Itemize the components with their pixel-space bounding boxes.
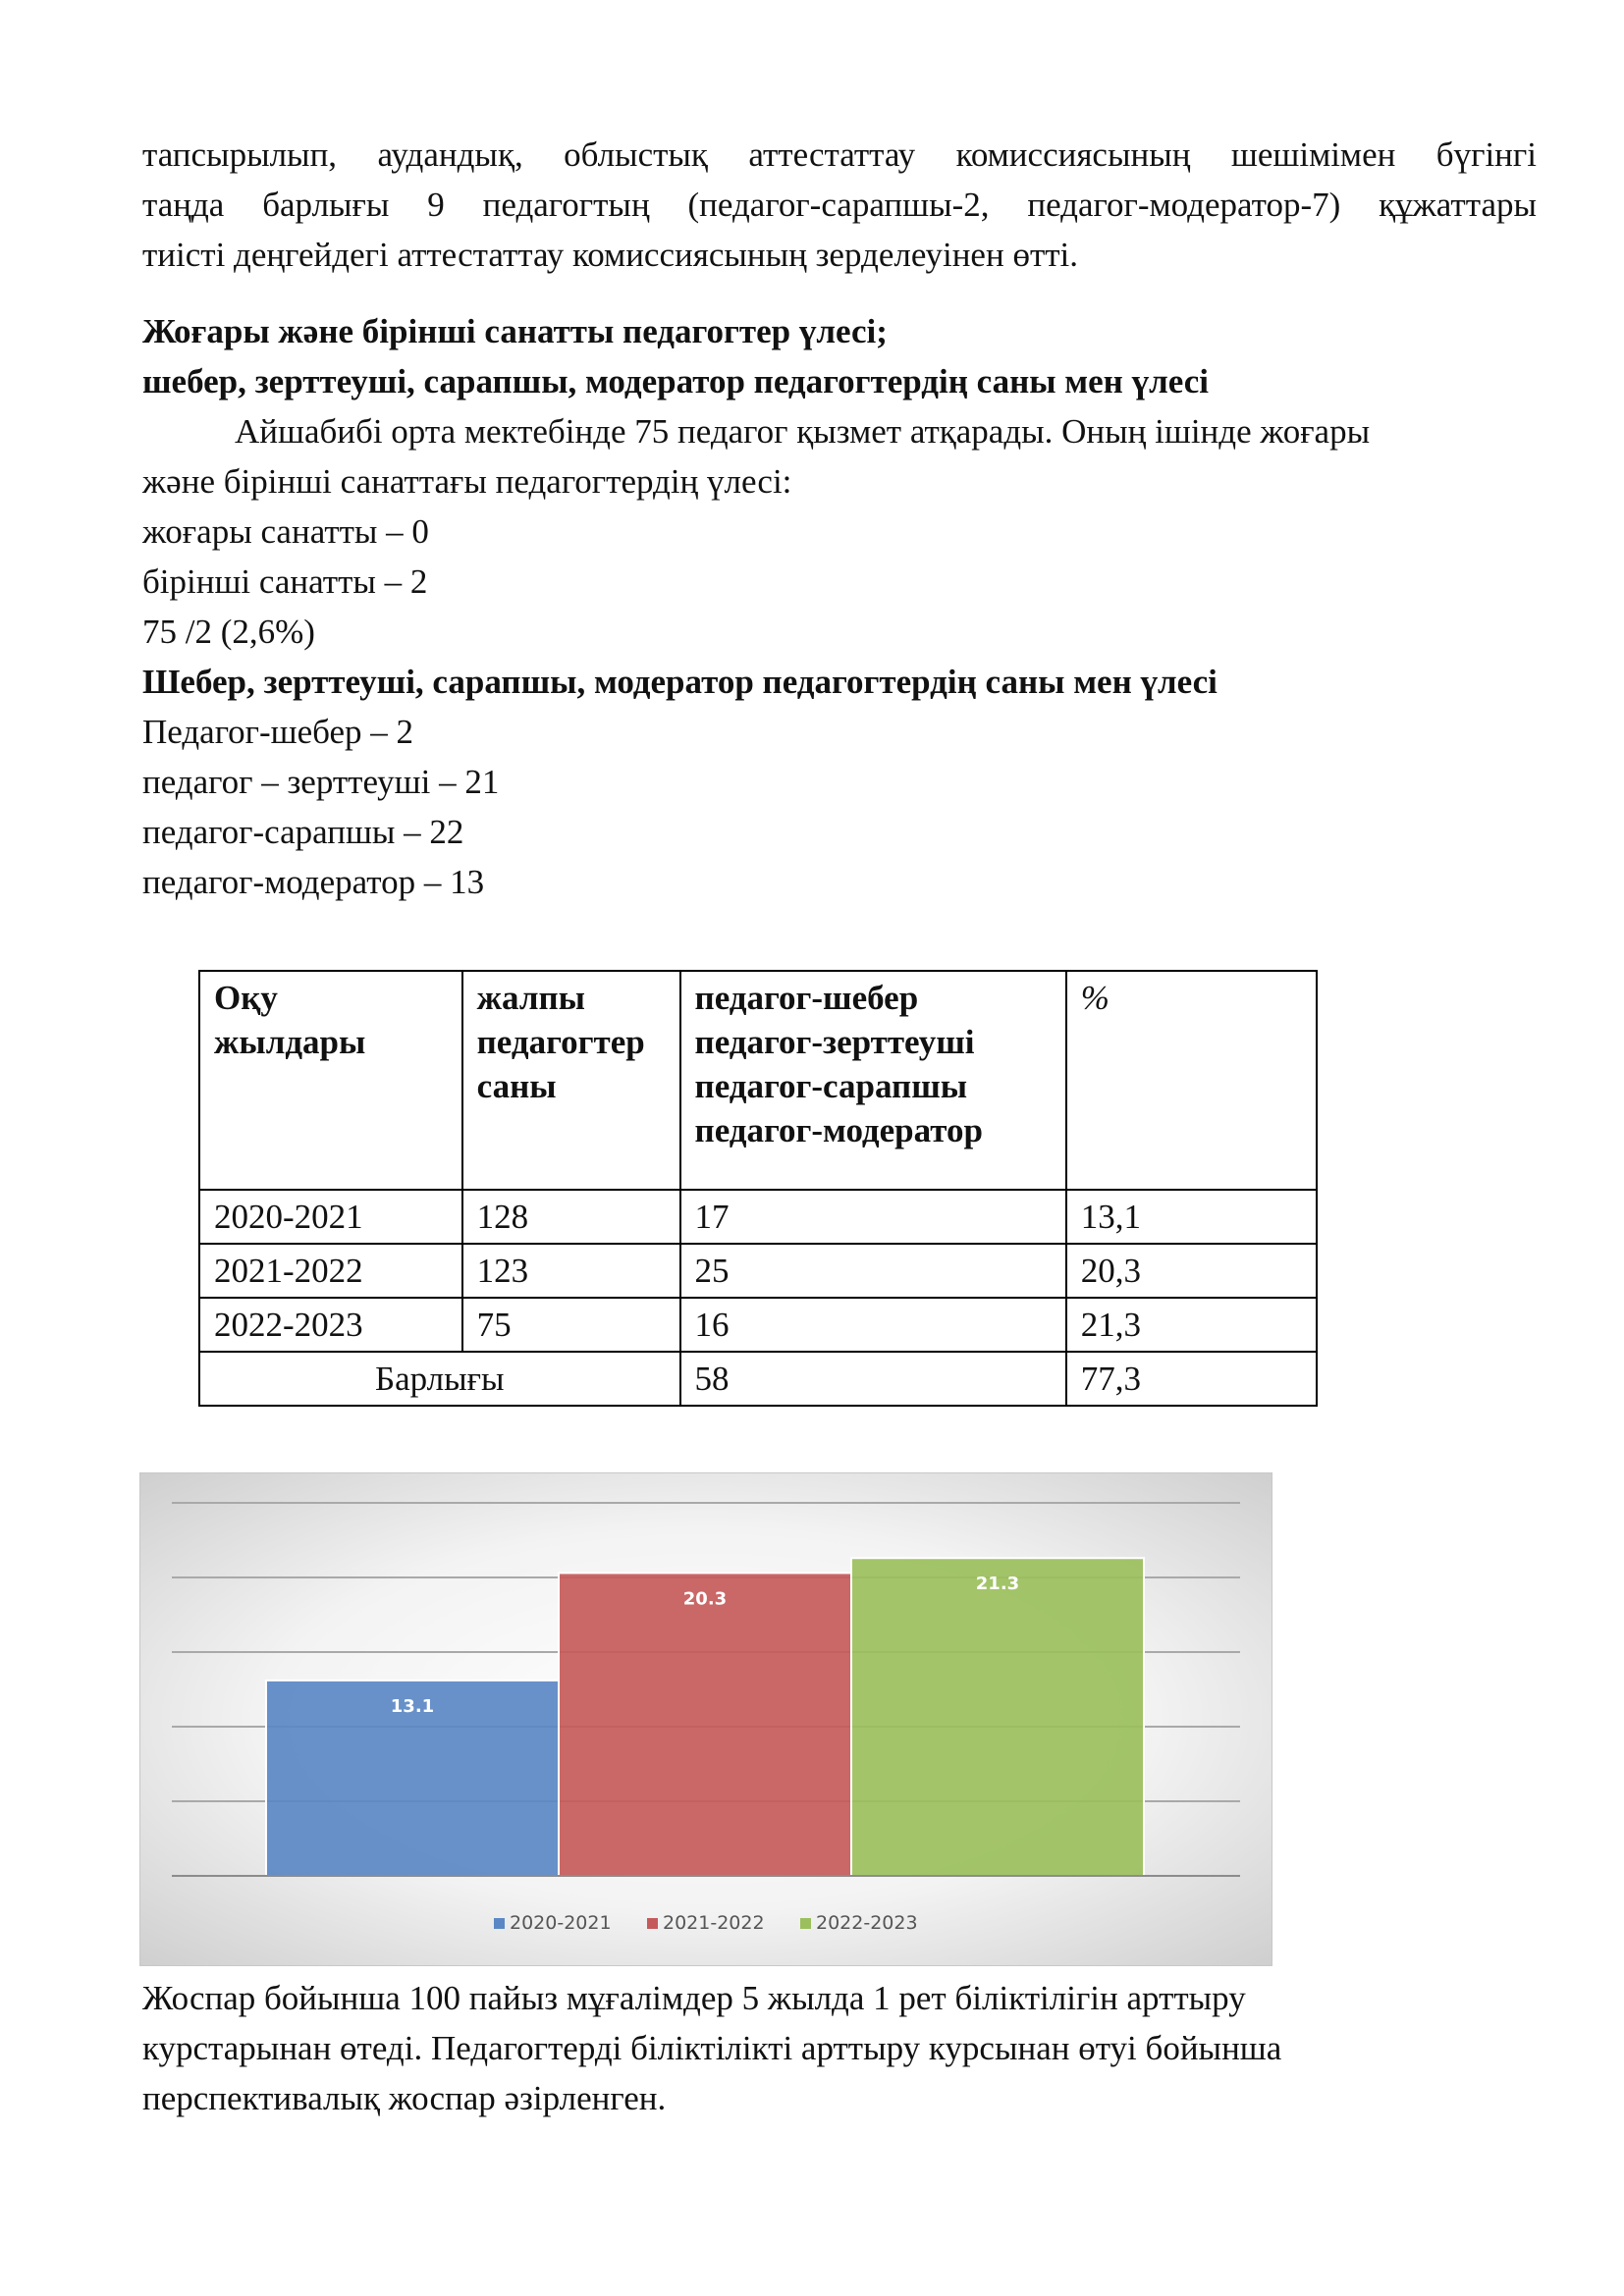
- table-cell: 20,3: [1066, 1244, 1317, 1298]
- header-cell-percent: %: [1066, 971, 1317, 1190]
- list-item: педагог – зерттеуші – 21: [142, 763, 500, 801]
- legend-label: 2022-2023: [816, 1912, 918, 1934]
- chart-bar: [559, 1573, 851, 1876]
- header-text: Оқу: [214, 979, 278, 1017]
- list-item: педагог-сарапшы – 22: [142, 813, 464, 851]
- table-cell: 2020-2021: [199, 1190, 462, 1244]
- closing-line-2: курстарынан өтеді. Педагогтерді біліктілікті арттыру курсынан өтуі бойынша: [142, 2029, 1282, 2067]
- table-cell: 128: [462, 1190, 680, 1244]
- header-cell-categories: [680, 971, 1066, 1190]
- header-cell-years: [199, 971, 462, 1190]
- stats-table: [198, 970, 1318, 1407]
- legend-swatch: [800, 1918, 811, 1929]
- table-cell: 2021-2022: [199, 1244, 462, 1298]
- header-text: жылдары: [214, 1023, 366, 1061]
- header-cell-total: [462, 971, 680, 1190]
- list-item: бірінші санатты – 2: [142, 562, 428, 601]
- chart-bar: [851, 1558, 1144, 1876]
- section-heading-2: шебер, зерттеуші, сарапшы, модератор педагогтердің саны мен үлесі: [142, 362, 1209, 400]
- section-heading-3: Шебер, зерттеуші, сарапшы, модератор педагогтердің саны мен үлесі: [142, 663, 1218, 701]
- bar-value-label: 20.3: [682, 1588, 728, 1610]
- list-item: жоғары санатты – 0: [142, 512, 429, 551]
- table-cell: 21,3: [1066, 1298, 1317, 1352]
- closing-line-1: Жоспар бойынша 100 пайыз мұғалімдер 5 жылда 1 рет біліктілігін арттыру: [142, 1979, 1246, 2017]
- table-cell: 17: [680, 1190, 1066, 1244]
- legend-swatch: [494, 1918, 505, 1929]
- bar-value-label: 21.3: [975, 1574, 1020, 1595]
- table-row: [199, 1298, 1317, 1352]
- header-text: педагог-шебер: [694, 979, 919, 1017]
- section-heading-1: Жоғары және бірінші санатты педагогтер үлесі;: [142, 312, 888, 350]
- table-cell: Барлығы: [199, 1352, 680, 1406]
- legend-label: 2021-2022: [663, 1912, 765, 1934]
- header-text: педагог-модератор: [694, 1111, 983, 1149]
- intro-line-1: тапсырылып, аудандық, облыстық аттестаттау комиссиясының шешімімен бүгінгі: [142, 135, 1537, 174]
- header-text: педагогтер: [476, 1023, 645, 1061]
- legend-swatch: [647, 1918, 658, 1929]
- list-item: 75 /2 (2,6%): [142, 613, 315, 651]
- table-row: [199, 1244, 1317, 1298]
- table-cell: 123: [462, 1244, 680, 1298]
- chart-canvas: [140, 1473, 1273, 1967]
- table-cell: 75: [462, 1298, 680, 1352]
- header-text: жалпы: [476, 979, 585, 1017]
- table-cell: 58: [680, 1352, 1066, 1406]
- intro-line-3: тиісті деңгейдегі аттестаттау комиссиясының зерделеуінен өтті.: [142, 236, 1079, 274]
- legend-label: 2020-2021: [510, 1912, 612, 1934]
- table-cell: 2022-2023: [199, 1298, 462, 1352]
- bar-value-label: 13.1: [390, 1695, 435, 1717]
- intro-line-2: таңда барлығы 9 педагогтың (педагог-сарапшы-2, педагог-модератор-7) құжаттары: [142, 186, 1537, 224]
- header-text: педагог-зерттеуші: [694, 1023, 975, 1061]
- closing-line-3: перспективалық жоспар әзірленген.: [142, 2079, 667, 2117]
- table-cell: 25: [680, 1244, 1066, 1298]
- table-cell: 77,3: [1066, 1352, 1317, 1406]
- list-item: педагог-модератор – 13: [142, 863, 485, 901]
- table-row: [199, 1190, 1317, 1244]
- bar-chart: [139, 1472, 1272, 1966]
- section-paragraph-line-2: және бірінші санаттағы педагогтердің үлесі:: [142, 462, 792, 501]
- list-item: Педагог-шебер – 2: [142, 713, 414, 751]
- table-cell: 13,1: [1066, 1190, 1317, 1244]
- section-paragraph-line-1: Айшабибі орта мектебінде 75 педагог қызмет атқарады. Оның ішінде жоғары: [235, 412, 1371, 451]
- table-header-row: [199, 971, 1317, 1190]
- table-cell: 16: [680, 1298, 1066, 1352]
- header-text: педагог-сарапшы: [694, 1067, 968, 1105]
- table-total-row: [199, 1352, 1317, 1406]
- header-text: саны: [476, 1067, 557, 1105]
